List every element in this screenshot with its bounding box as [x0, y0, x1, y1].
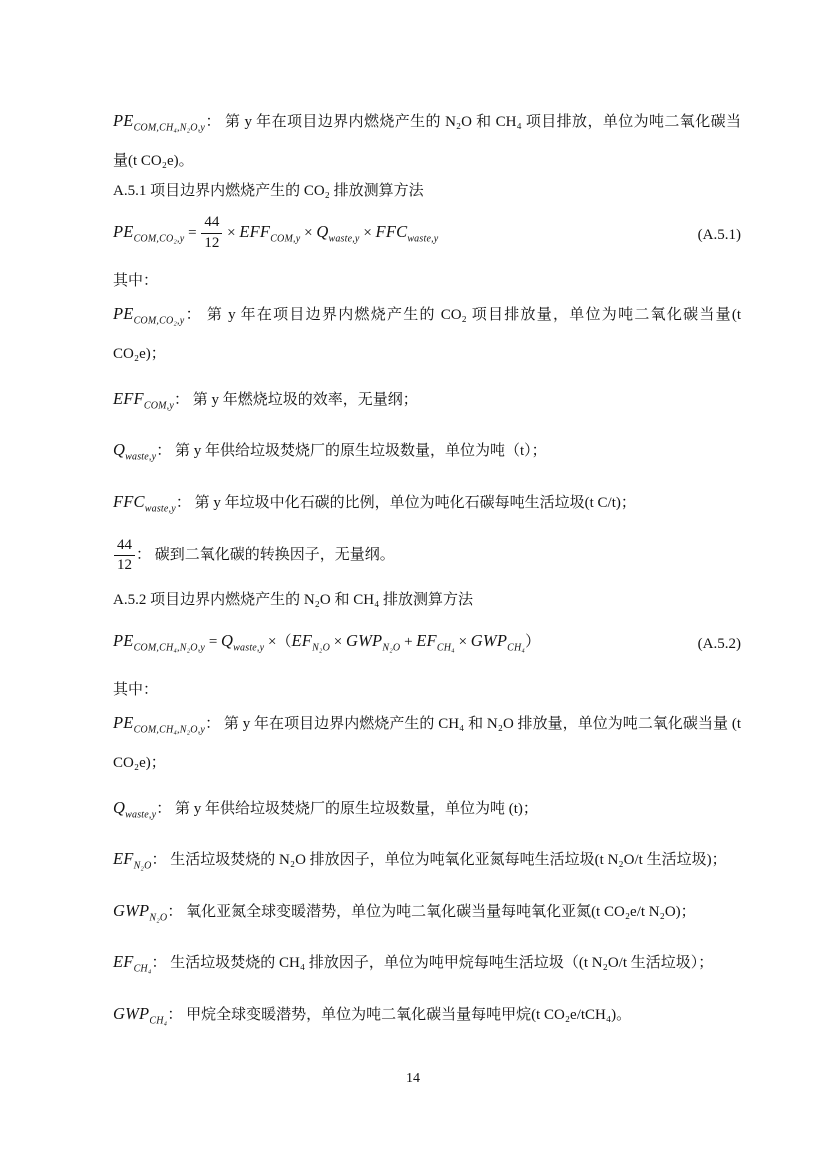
- math-variable: PE: [113, 111, 134, 130]
- math-subscript: CH₄: [149, 1015, 168, 1026]
- text-run: ×: [330, 633, 346, 650]
- math-subscript: COM,CO₂,y: [133, 233, 185, 244]
- text-run: ： 生活垃圾焚烧的 CH₄ 排放因子，单位为吨甲烷每吨生活垃圾（(t N₂O/t 生活垃圾）；: [151, 955, 714, 971]
- text-run: +: [400, 633, 417, 650]
- definition-paragraph: [113, 946, 741, 986]
- paragraph-label: [113, 675, 741, 706]
- text-run: ×（: [264, 633, 292, 650]
- text-run: 其中：: [113, 682, 159, 698]
- math-subscript: waste,y: [233, 642, 265, 653]
- math-fraction: [114, 537, 135, 575]
- math-subscript: COM,CH₄,N₂O,y: [133, 724, 206, 736]
- math-subscript: CH₄: [507, 642, 526, 653]
- text-run: ： 甲烷全球变暖潜势，单位为吨二氧化碳当量每吨甲烷(t CO₂e/tCH₄)。: [167, 1006, 632, 1023]
- math-variable: GWP: [346, 630, 383, 650]
- definition-paragraph: [113, 895, 741, 935]
- math-subscript: N₂O: [133, 860, 152, 872]
- text-run: ： 第 y 年燃烧垃圾的效率，无量纲；: [174, 391, 418, 408]
- math-variable: PE: [113, 304, 134, 323]
- paragraph-label: [113, 266, 741, 297]
- definition-paragraph: [113, 998, 741, 1038]
- text-run: ×: [359, 224, 376, 241]
- math-subscript: waste,y: [125, 451, 157, 463]
- math-variable: GWP: [113, 1003, 150, 1023]
- text-run: A.5.1 项目边界内燃烧产生的 CO₂ 排放测算方法: [113, 182, 424, 199]
- text-run: ： 第 y 年在项目边界内燃烧产生的 CH₄ 和 N₂O 排放量，单位为吨二氧化碳当量 (t CO₂e)；: [113, 716, 741, 771]
- text-run: A.5.2 项目边界内燃烧产生的 N₂O 和 CH₄ 排放测算方法: [113, 591, 474, 608]
- text-run: ： 氧化亚氮全球变暖潜势，单位为吨二氧化碳当量每吨氧化亚氮(t CO₂e/t N₂O)；: [167, 903, 696, 920]
- document-body: [113, 104, 741, 1049]
- math-subscript: N₂O: [312, 642, 331, 653]
- fraction-numerator: 44: [201, 214, 222, 233]
- math-subscript: waste,y: [125, 809, 157, 820]
- math-variable: EF: [416, 630, 437, 650]
- text-run: ×: [454, 633, 471, 650]
- definition-paragraph: [113, 434, 741, 474]
- math-subscript: CH₄: [133, 963, 152, 975]
- equation: [113, 621, 741, 669]
- fraction-numerator: 44: [114, 537, 135, 556]
- text-run: ： 第 y 年垃圾中化石碳的比例，单位为吨化石碳每吨生活垃圾(t C/t)；: [175, 494, 636, 511]
- fraction-denominator: 12: [204, 234, 220, 251]
- text-run: ×: [223, 224, 240, 241]
- text-run: =: [205, 633, 222, 650]
- text-run: ： 碳到二氧化碳的转换因子，无量纲。: [136, 547, 395, 564]
- paragraph: [113, 706, 741, 780]
- page-number: 14: [406, 1071, 420, 1086]
- section-heading: [113, 587, 741, 614]
- math-variable: EFF: [113, 388, 144, 408]
- text-run: ： 生活垃圾焚烧的 N₂O 排放因子，单位为吨氧化亚氮每吨生活垃圾(t N₂O/t 生活垃圾)；: [151, 852, 727, 868]
- math-subscript: COM,CH₄,N₂O,y: [133, 642, 206, 653]
- text-run: ： 第 y 年在项目边界内燃烧产生的 N₂O 和 CH₄ 项目排放，单位为吨二氧化碳当量(t CO₂e)。: [113, 114, 741, 169]
- math-variable: EFF: [239, 221, 271, 241]
- definition-paragraph: [113, 537, 741, 575]
- math-variable: Q: [113, 440, 126, 459]
- math-fraction: [201, 214, 222, 252]
- math-variable: EF: [291, 630, 313, 650]
- math-variable: Q: [113, 797, 126, 817]
- equation: [113, 212, 741, 260]
- math-variable: Q: [316, 221, 329, 241]
- math-variable: PE: [113, 713, 134, 732]
- math-subscript: COM,y: [143, 400, 175, 411]
- math-variable: PE: [113, 221, 134, 241]
- text-run: =: [184, 224, 201, 241]
- math-variable: FFC: [375, 221, 408, 241]
- text-run: ： 第 y 年供给垃圾焚烧厂的原生垃圾数量，单位为吨（t）；: [156, 443, 547, 459]
- math-variable: GWP: [470, 630, 508, 650]
- text-run: 其中：: [113, 273, 159, 289]
- math-variable: PE: [113, 630, 134, 650]
- equation-number: (A.5.1): [697, 227, 741, 244]
- math-subscript: CH₄: [436, 642, 455, 653]
- equation-number: (A.5.2): [697, 636, 741, 653]
- math-subscript: COM,CO₂,y: [133, 315, 185, 327]
- fraction-denominator: 12: [117, 557, 132, 574]
- math-subscript: waste,y: [407, 233, 439, 244]
- math-subscript: waste,y: [144, 503, 176, 514]
- paragraph: [113, 104, 741, 178]
- definition-paragraph: [113, 383, 741, 423]
- definition-paragraph: [113, 486, 741, 526]
- math-subscript: N₂O: [382, 642, 401, 653]
- math-subscript: COM,CH₄,N₂O,y: [133, 122, 206, 134]
- text-run: ）: [525, 633, 541, 650]
- math-subscript: N₂O: [149, 912, 168, 923]
- definition-paragraph: [113, 792, 741, 832]
- section-heading: [113, 178, 741, 205]
- text-run: ： 第 y 年在项目边界内燃烧产生的 CO₂ 项目排放量，单位为吨二氧化碳当量(t CO₂e)；: [113, 307, 741, 362]
- math-variable: EF: [113, 849, 134, 868]
- math-subscript: COM,y: [270, 233, 301, 244]
- text-run: ×: [300, 224, 317, 241]
- math-variable: EF: [113, 952, 134, 971]
- math-variable: FFC: [113, 491, 145, 511]
- paragraph: [113, 297, 741, 371]
- definition-paragraph: [113, 843, 741, 883]
- math-variable: GWP: [113, 900, 150, 920]
- math-variable: Q: [221, 630, 234, 650]
- text-run: ： 第 y 年供给垃圾焚烧厂的原生垃圾数量，单位为吨 (t)；: [156, 800, 538, 817]
- math-subscript: waste,y: [328, 233, 360, 244]
